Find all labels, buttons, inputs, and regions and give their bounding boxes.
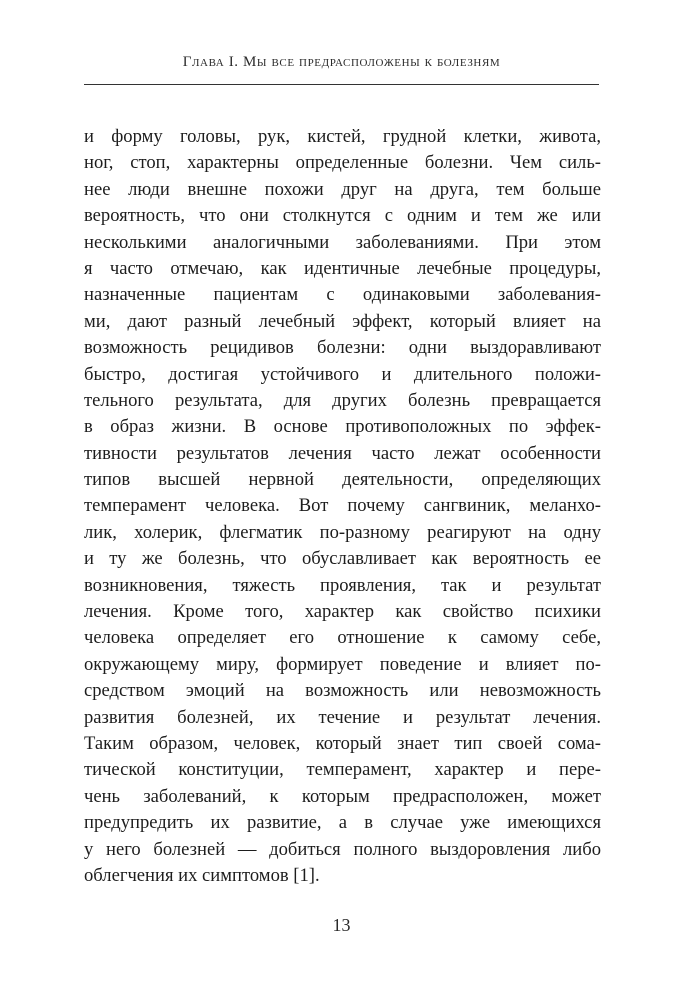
text-line: и ту же болезнь, что обуславливает как вероятность ее bbox=[84, 548, 601, 570]
text-line: темперамент человека. Вот почему сангвиник, меланхо- bbox=[84, 495, 601, 517]
text-line: ми, дают разный лечебный эффект, который влияет на bbox=[84, 310, 601, 332]
text-line: Таким образом, человек, который знает тип своей сома- bbox=[84, 732, 601, 754]
text-line: быстро, достигая устойчивого и длительного положи- bbox=[84, 363, 601, 385]
text-line: вероятность, что они столкнутся с одним и тем же или bbox=[84, 205, 601, 227]
text-line: я часто отмечаю, как идентичные лечебные процедуры, bbox=[84, 257, 601, 279]
text-line-last: облегчения их симптомов [1]. bbox=[84, 864, 320, 886]
text-line: чень заболеваний, к которым предрасположен, может bbox=[84, 785, 601, 807]
text-line: тивности результатов лечения часто лежат особенности bbox=[84, 442, 601, 464]
text-line: окружающему миру, формирует поведение и влияет по- bbox=[84, 653, 601, 675]
text-line: несколькими аналогичными заболеваниями. При этом bbox=[84, 231, 601, 253]
text-line: средством эмоций на возможность или невозможность bbox=[84, 680, 601, 702]
text-line: назначенные пациентам с одинаковыми заболевания- bbox=[84, 284, 601, 306]
page-number: 13 bbox=[332, 915, 351, 935]
text-line: развития болезней, их течение и результат лечения. bbox=[84, 706, 601, 728]
text-line: предупредить их развитие, а в случае уже имеющихся bbox=[84, 812, 601, 834]
text-line: у него болезней — добиться полного выздоровления либо bbox=[84, 838, 601, 860]
text-line: нее люди внешне похожи друг на друга, тем больше bbox=[84, 178, 601, 200]
text-line: лик, холерик, флегматик по-разному реагируют на одну bbox=[84, 521, 601, 543]
text-line: лечения. Кроме того, характер как свойство психики bbox=[84, 601, 601, 623]
text-line: в образ жизни. В основе противоположных по эффек- bbox=[84, 416, 601, 438]
text-line: ног, стоп, характерны определенные болезни. Чем силь- bbox=[84, 152, 601, 174]
text-line: и форму головы, рук, кистей, грудной клетки, живота, bbox=[84, 126, 601, 147]
text-line: типов высшей нервной деятельности, определяющих bbox=[84, 469, 601, 491]
text-line: тельного результата, для других болезнь превращается bbox=[84, 389, 601, 411]
header-rule bbox=[84, 84, 599, 85]
text-line: возможность рецидивов болезни: одни выздоравливают bbox=[84, 337, 601, 359]
body-text bbox=[84, 124, 601, 889]
text-line: человека определяет его отношение к самому себе, bbox=[84, 627, 601, 649]
text-line: тической конституции, темперамент, характер и пере- bbox=[84, 759, 601, 781]
running-head: Глава I. Мы все предрасположены к болезням bbox=[182, 54, 501, 70]
text-line: возникновения, тяжесть проявления, так и результат bbox=[84, 574, 601, 596]
